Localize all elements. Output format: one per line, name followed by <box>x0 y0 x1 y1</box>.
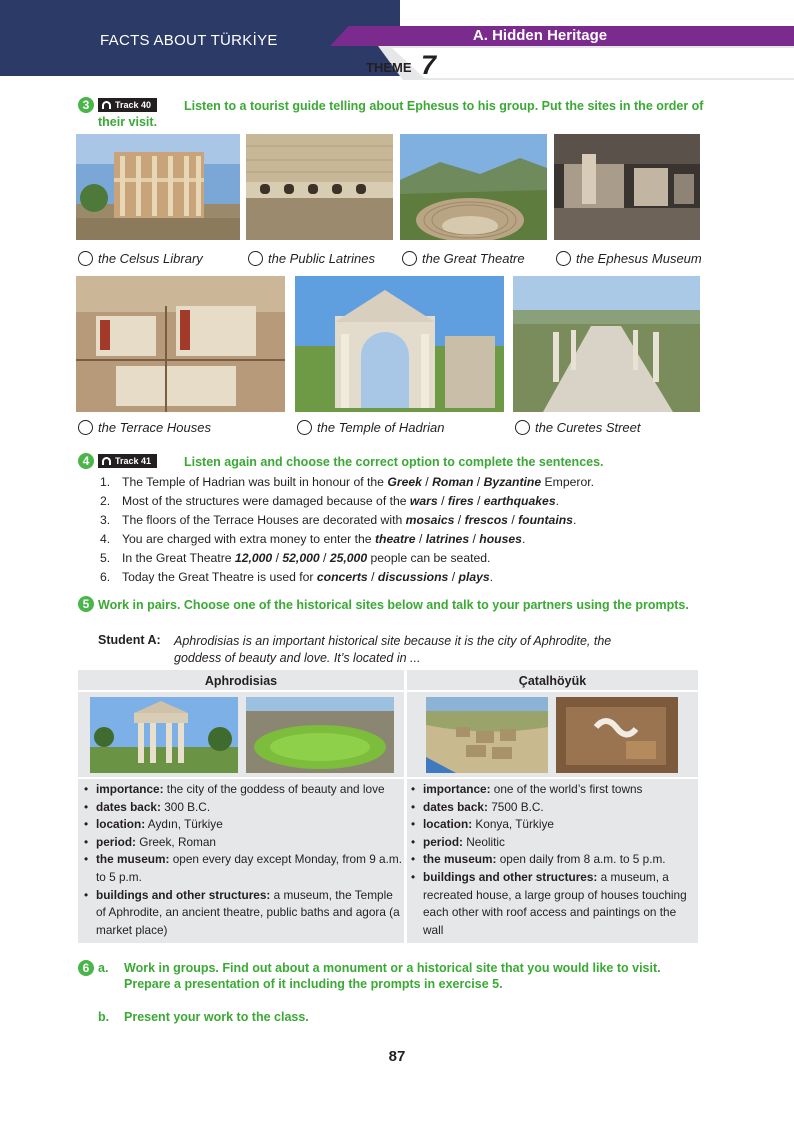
fact-value: open every day except Monday, from 9 a.m. to 5 p.m. <box>96 852 402 884</box>
site-caption: the Public Latrines <box>268 251 375 266</box>
option-separator: / <box>454 513 465 527</box>
order-radio-theatre[interactable] <box>402 251 417 266</box>
fact-item <box>409 834 695 852</box>
exercise-4-number: 4 <box>78 453 94 469</box>
sentence-text: In the Great Theatre <box>122 551 235 565</box>
fact-item <box>409 851 695 869</box>
site-caption: the Great Theatre <box>422 251 525 266</box>
sentence-text: . <box>572 513 577 527</box>
theme-number: 7 <box>421 50 437 80</box>
exercise-6-number: 6 <box>78 960 94 976</box>
fact-key: location: <box>423 817 473 832</box>
answer-option[interactable]: frescos <box>464 513 508 527</box>
exercise-5-number: 5 <box>78 596 94 612</box>
sentence-number: 2. <box>100 494 111 508</box>
option-separator: / <box>367 570 378 584</box>
section-title: A. Hidden Heritage <box>472 27 608 44</box>
sentence-list <box>100 473 594 587</box>
sentence-text: people can be seated. <box>367 551 491 565</box>
sentence-text: . <box>555 494 559 508</box>
track-label: Track 40 <box>115 100 152 110</box>
site-caption: the Celsus Library <box>98 251 203 266</box>
fact-value: the city of the goddess of beauty and love <box>163 782 385 796</box>
fact-item <box>409 781 695 799</box>
exercise-4-instruction: Listen again and choose the correct option to complete the sentences. <box>184 455 604 469</box>
public-latrines-photo <box>246 134 393 240</box>
answer-option[interactable]: mosaics <box>405 513 455 527</box>
option-separator: / <box>415 532 426 546</box>
sentence-text: Today the Great Theatre is used for <box>122 570 317 584</box>
order-radio-terrace[interactable] <box>78 420 93 435</box>
student-a-label: Student A: <box>98 633 161 647</box>
answer-option[interactable]: concerts <box>316 570 368 584</box>
fact-value: a museum, the Temple of Aphrodite, an ancient theatre, public baths and agora (a market place) <box>96 887 400 937</box>
fact-value: open daily from 8 a.m. to 5 p.m. <box>496 852 666 867</box>
sentence-text: You are charged with extra money to enter the <box>122 532 375 546</box>
answer-option[interactable]: plays <box>458 570 490 584</box>
temple-of-hadrian-photo <box>295 276 504 412</box>
exercise-6b-label: b. <box>98 1010 110 1024</box>
sentence-text: The Temple of Hadrian was built in honour of the <box>122 475 388 489</box>
student-a-line-1: Aphrodisias is an important historical site because it is the city of Aphrodite, the <box>174 634 612 648</box>
answer-option[interactable]: Byzantine <box>483 475 542 489</box>
option-separator: / <box>473 475 484 489</box>
theme-label: THEME <box>366 60 412 75</box>
fact-key: period: <box>423 834 463 849</box>
exercise-6a-label: a. <box>98 961 109 975</box>
sentence-number: 1. <box>100 475 111 489</box>
sentence-item <box>100 511 594 530</box>
fact-value: Aydın, Türkiye <box>145 817 223 832</box>
theme-tab <box>392 48 794 78</box>
fact-key: importance: <box>423 782 491 796</box>
fact-value: Neolitic <box>462 834 505 849</box>
fact-item <box>82 851 402 886</box>
option-separator: / <box>272 551 283 565</box>
answer-option[interactable]: wars <box>409 494 438 508</box>
aphrodisias-temple-photo <box>90 697 238 773</box>
fact-item <box>82 834 402 852</box>
order-radio-hadrian[interactable] <box>297 420 312 435</box>
fact-key: buildings and other structures: <box>423 869 598 884</box>
exercise-3-number: 3 <box>78 97 94 113</box>
aphrodisias-facts <box>82 781 402 939</box>
order-radio-museum[interactable] <box>556 251 571 266</box>
exercise-3-instruction: Listen to a tourist guide telling about Ephesus to his group. Put the sites in the order of their visit. <box>98 99 704 129</box>
fact-item <box>409 799 695 817</box>
answer-option[interactable]: latrines <box>425 532 470 546</box>
fact-value: Konya, Türkiye <box>472 817 554 832</box>
track-41-badge[interactable] <box>98 454 157 468</box>
fact-value: 300 B.C. <box>160 799 211 814</box>
order-radio-celsus[interactable] <box>78 251 93 266</box>
catalhoyuk-aerial-photo <box>426 697 548 773</box>
exercise-6a-text: Work in groups. Find out about a monument or a historical site that you would like to visit. Prepare a presentation of it including the prompts in exercise 5. <box>124 961 661 991</box>
option-separator: / <box>448 570 459 584</box>
sentence-item <box>100 473 594 492</box>
aphrodisias-stadium-photo <box>246 697 394 773</box>
curetes-street-photo <box>513 276 700 412</box>
site-caption: the Curetes Street <box>535 420 641 435</box>
site-caption: the Temple of Hadrian <box>317 420 445 435</box>
fact-value: Greek, Roman <box>135 834 216 849</box>
track-label: Track 41 <box>115 456 152 466</box>
page-number: 87 <box>388 1048 406 1065</box>
fact-item <box>82 816 402 834</box>
fact-item <box>409 869 695 939</box>
answer-option[interactable]: theatre <box>374 532 416 546</box>
sentence-text: . <box>521 532 526 546</box>
answer-option[interactable]: Greek <box>387 475 422 489</box>
answer-option[interactable]: 12,000 <box>234 551 273 565</box>
fact-item <box>82 799 402 817</box>
catalhoyuk-facts <box>409 781 695 939</box>
fact-key: importance: <box>96 782 164 796</box>
option-separator: / <box>473 494 484 508</box>
great-theatre-photo <box>400 134 547 240</box>
student-a-line-2: goddess of beauty and love. It’s located in ... <box>174 651 421 665</box>
order-radio-curetes[interactable] <box>515 420 530 435</box>
sentence-text: . <box>489 570 494 584</box>
option-separator: / <box>507 513 519 527</box>
sentence-number: 6. <box>100 570 111 584</box>
book-title: FACTS ABOUT TÜRKİYE <box>100 32 278 49</box>
table-rule <box>78 777 698 779</box>
table-divider <box>404 670 407 943</box>
sentence-text: The floors of the Terrace Houses are decorated with <box>122 513 406 527</box>
answer-option[interactable]: 25,000 <box>329 551 368 565</box>
sentence-number: 4. <box>100 532 111 546</box>
fact-item <box>82 887 402 940</box>
fact-value: a museum, a recreated house, a large group of houses touching each other with roof access and paintings on the wall <box>423 869 687 937</box>
headphones-icon <box>102 457 111 465</box>
answer-option[interactable]: discussions <box>377 570 449 584</box>
fact-item <box>409 816 695 834</box>
site-caption: the Terrace Houses <box>98 420 211 435</box>
answer-option[interactable]: 52,000 <box>282 551 320 565</box>
celsus-library-photo <box>76 134 240 240</box>
sentence-item <box>100 530 594 549</box>
ephesus-museum-photo <box>554 134 700 240</box>
fact-key: period: <box>96 834 136 849</box>
option-separator: / <box>437 494 448 508</box>
table-rule <box>78 690 698 692</box>
answer-option[interactable]: Roman <box>432 475 474 489</box>
fact-value: 7500 B.C. <box>487 799 544 814</box>
sentence-item <box>100 549 594 568</box>
site-caption: the Ephesus Museum <box>576 251 702 266</box>
answer-option[interactable]: fountains <box>518 513 573 527</box>
terrace-houses-photo <box>76 276 285 412</box>
answer-option[interactable]: houses <box>479 532 522 546</box>
exercise-6b-text: Present your work to the class. <box>124 1010 309 1024</box>
fact-key: the museum: <box>423 852 497 867</box>
sentence-text: Most of the structures were damaged because of the <box>122 494 410 508</box>
sentence-number: 5. <box>100 551 111 565</box>
exercise-5-instruction: Work in pairs. Choose one of the historical sites below and talk to your partners using the prompts. <box>98 598 689 612</box>
fact-key: the museum: <box>96 852 170 867</box>
answer-option[interactable]: fires <box>447 494 474 508</box>
fact-key: dates back: <box>423 799 488 814</box>
fact-key: buildings and other structures: <box>96 887 271 902</box>
option-separator: / <box>421 475 433 489</box>
fact-key: dates back: <box>96 799 161 814</box>
catalhoyuk-excavation-photo <box>556 697 678 773</box>
catalhoyuk-heading: Çatalhöyük <box>518 674 587 688</box>
aphrodisias-heading: Aphrodisias <box>204 674 278 688</box>
sentence-number: 3. <box>100 513 111 527</box>
order-radio-latrines[interactable] <box>248 251 263 266</box>
option-separator: / <box>319 551 330 565</box>
option-separator: / <box>469 532 480 546</box>
sentence-item <box>100 568 594 587</box>
answer-option[interactable]: earthquakes <box>483 494 556 508</box>
sentence-text: Emperor. <box>541 475 594 489</box>
fact-key: location: <box>96 817 146 832</box>
fact-value: one of the world’s first towns <box>490 782 643 796</box>
sentence-item <box>100 492 594 511</box>
fact-item <box>82 781 402 799</box>
